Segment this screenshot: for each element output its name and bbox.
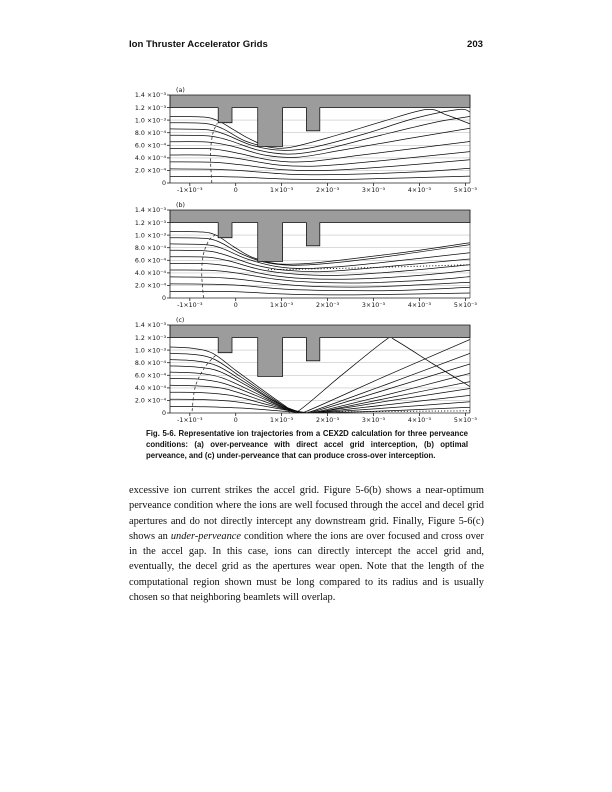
svg-text:1.4 ×10⁻³: 1.4 ×10⁻³ [134, 92, 166, 100]
svg-text:1.4 ×10⁻³: 1.4 ×10⁻³ [134, 207, 166, 215]
trajectory-plot [124, 313, 482, 427]
svg-text:2.0 ×10⁻⁴: 2.0 ×10⁻⁴ [134, 397, 166, 405]
svg-text:4×10⁻³: 4×10⁻³ [407, 302, 432, 309]
svg-text:0: 0 [161, 410, 166, 418]
svg-text:8.0 ×10⁻⁴: 8.0 ×10⁻⁴ [134, 244, 166, 252]
svg-text:0: 0 [233, 302, 238, 309]
svg-text:0: 0 [161, 295, 166, 303]
svg-text:3×10⁻³: 3×10⁻³ [361, 302, 386, 309]
chart-panel-a [124, 83, 482, 197]
svg-text:6.0 ×10⁻⁴: 6.0 ×10⁻⁴ [134, 142, 166, 150]
svg-text:-1×10⁻³: -1×10⁻³ [177, 417, 203, 424]
svg-text:1.2 ×10⁻³: 1.2 ×10⁻³ [134, 219, 166, 227]
svg-text:1×10⁻³: 1×10⁻³ [270, 187, 294, 194]
svg-text:4×10⁻³: 4×10⁻³ [407, 417, 432, 424]
svg-text:-1×10⁻³: -1×10⁻³ [177, 302, 203, 309]
sheath-boundary-dashed [210, 123, 217, 183]
svg-text:0: 0 [233, 187, 238, 194]
page-number: 203 [466, 39, 483, 50]
svg-text:2.0 ×10⁻⁴: 2.0 ×10⁻⁴ [134, 282, 166, 290]
svg-text:4.0 ×10⁻⁴: 4.0 ×10⁻⁴ [134, 155, 166, 163]
svg-text:3×10⁻³: 3×10⁻³ [361, 187, 386, 194]
svg-text:1.0 ×10⁻³: 1.0 ×10⁻³ [134, 117, 166, 125]
svg-text:6.0 ×10⁻⁴: 6.0 ×10⁻⁴ [134, 372, 166, 380]
trajectory-plot [124, 83, 482, 197]
svg-text:0: 0 [233, 417, 238, 424]
svg-text:1.4 ×10⁻³: 1.4 ×10⁻³ [134, 322, 166, 330]
body-text-2: condition where the ions are over focused and cross over in the accel gap. In this case, ions can directly intercept the accel grid and, eventually, the decel grid as the apertures wear open. Note that the length of the computational region shown must be long compared to its radius and is usually chosen so that neighboring beamlets will overlap. [129, 530, 485, 604]
svg-text:1×10⁻³: 1×10⁻³ [270, 417, 294, 424]
svg-text:1.0 ×10⁻³: 1.0 ×10⁻³ [134, 232, 166, 240]
svg-text:8.0 ×10⁻⁴: 8.0 ×10⁻⁴ [134, 359, 166, 367]
svg-text:4.0 ×10⁻⁴: 4.0 ×10⁻⁴ [134, 385, 166, 393]
body-text-italic: under-perveance [170, 530, 241, 542]
svg-text:5×10⁻³: 5×10⁻³ [453, 187, 477, 194]
svg-text:0: 0 [161, 180, 166, 188]
svg-text:-1×10⁻³: -1×10⁻³ [177, 187, 203, 194]
chart-panel-b [124, 198, 482, 312]
svg-text:2×10⁻³: 2×10⁻³ [316, 417, 340, 424]
body-text-1: excessive ion current strikes the accel grid. Figure 5-6(b) shows a near-optimum perveance condition where the ions are well focused through the accel and decel grid apertures and do not directly intercept any downstream grid. Finally, Figure 5-6(c) shows an [129, 485, 484, 542]
trajectory-plot [124, 198, 482, 312]
svg-text:4.0 ×10⁻⁴: 4.0 ×10⁻⁴ [134, 270, 166, 278]
svg-text:2×10⁻³: 2×10⁻³ [316, 302, 340, 309]
svg-text:3×10⁻³: 3×10⁻³ [361, 417, 386, 424]
svg-text:1.2 ×10⁻³: 1.2 ×10⁻³ [134, 334, 166, 342]
svg-text:2.0 ×10⁻⁴: 2.0 ×10⁻⁴ [134, 167, 166, 175]
svg-text:1.2 ×10⁻³: 1.2 ×10⁻³ [134, 104, 166, 112]
chart-panel-c [124, 313, 482, 427]
body-paragraph [129, 483, 484, 605]
svg-text:6.0 ×10⁻⁴: 6.0 ×10⁻⁴ [134, 257, 166, 265]
svg-text:8.0 ×10⁻⁴: 8.0 ×10⁻⁴ [134, 129, 166, 137]
svg-text:1.0 ×10⁻³: 1.0 ×10⁻³ [134, 347, 166, 355]
grid-electrodes [170, 325, 470, 377]
panel-label: (b) [176, 202, 185, 209]
svg-text:4×10⁻³: 4×10⁻³ [407, 187, 432, 194]
grid-electrodes [170, 95, 470, 147]
svg-text:1×10⁻³: 1×10⁻³ [270, 302, 294, 309]
running-title: Ion Thruster Accelerator Grids [129, 39, 268, 50]
svg-text:2×10⁻³: 2×10⁻³ [316, 187, 340, 194]
figure-caption: Fig. 5-6. Representative ion trajectories from a CEX2D calculation for three perveance conditions: (a) over-perveance with direct accel grid interception, (b) optimal perveance, and (c) under-perveance that can produce cross-over interception. [146, 429, 468, 460]
panel-label: (a) [176, 87, 185, 94]
grid-electrodes [170, 210, 470, 262]
page-header [129, 39, 483, 50]
panel-label: (c) [176, 317, 185, 324]
svg-text:5×10⁻³: 5×10⁻³ [453, 302, 477, 309]
svg-text:5×10⁻³: 5×10⁻³ [453, 417, 477, 424]
